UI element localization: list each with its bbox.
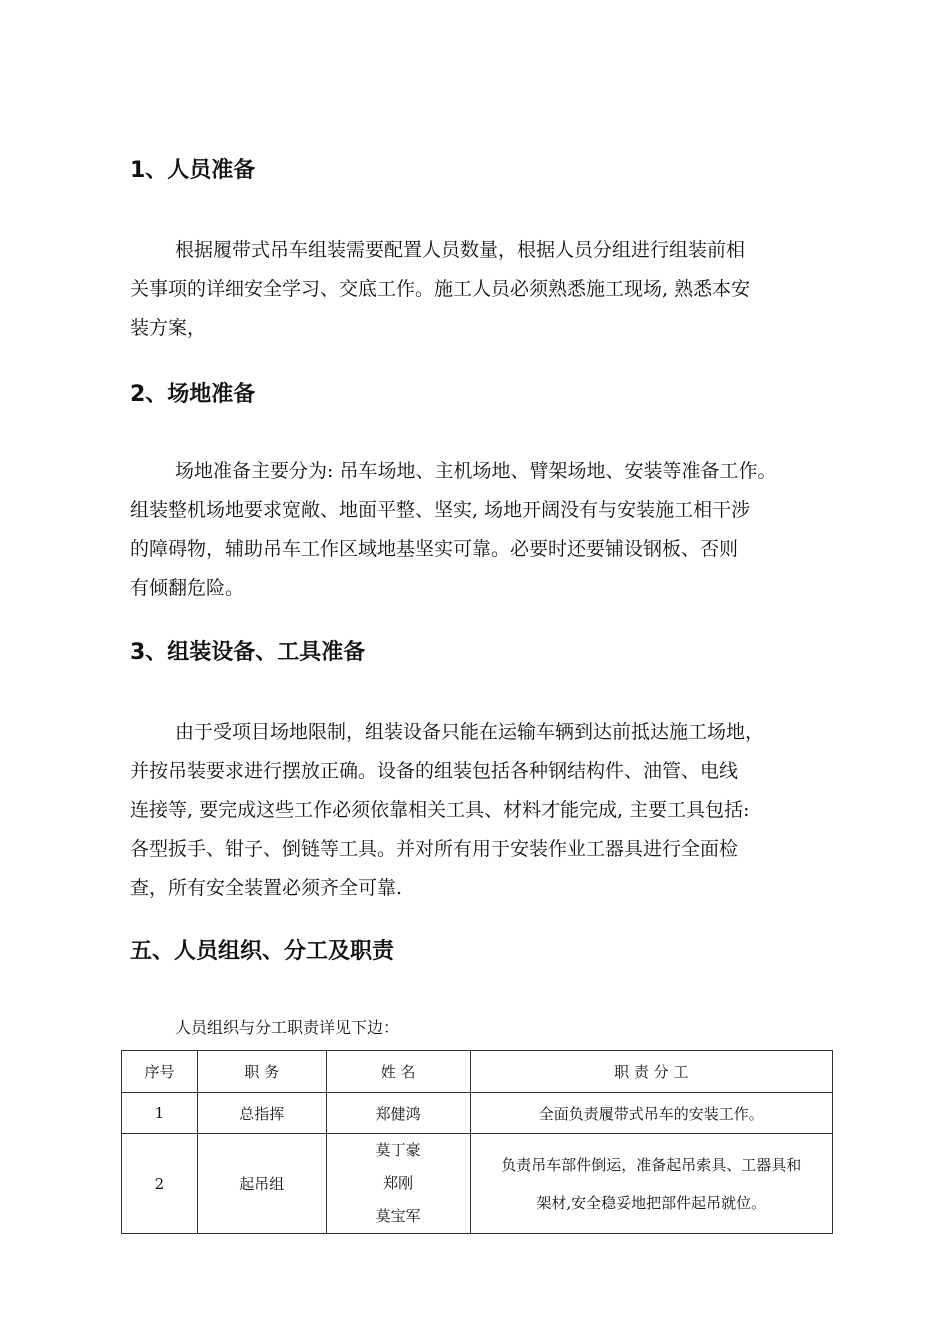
section-2-paragraph [130,452,870,608]
cell-role: 起吊组 [197,1134,326,1234]
duty-line: 全面负责履带式吊车的安装工作。 [538,1104,764,1123]
paragraph-line: 各型扳手、钳子、倒链等工具。并对所有用于安装作业工器具进行全面检 [130,838,739,860]
duty-line: 负责吊车部件倒运，准备起吊索具、工器具和 [501,1155,802,1174]
section-3-paragraph [130,713,870,908]
column-header: 序号 [122,1051,198,1093]
paragraph-line: 有倾翻危险。 [130,577,245,599]
paragraph-line: 场地准备主要分为: 吊车场地、主机场地、臂架场地、安装等准备工作。 [175,460,777,482]
section-3-heading: 3、组装设备、工具准备 [130,640,366,665]
table-header-row [122,1051,833,1093]
person-name: 莫宝军 [375,1207,421,1225]
section-5-heading: 五、人员组织、分工及职责 [130,939,395,964]
table-intro: 人员组织与分工职责详见下边： [175,1018,400,1037]
duty-line: 架材,安全稳妥地把部件起吊就位。 [536,1193,767,1212]
person-name: 郑健鸿 [375,1104,421,1123]
column-header: 姓 名 [326,1051,470,1093]
section-1-paragraph [130,231,870,348]
cell-duty [470,1093,832,1134]
table-row [122,1093,833,1134]
paragraph-line: 查，所有安全装置必须齐全可靠. [130,877,403,899]
cell-names [326,1134,470,1234]
cell-role: 总指挥 [197,1093,326,1134]
paragraph-line: 关事项的详细安全学习、交底工作。施工人员必须熟悉施工现场, 熟悉本安 [130,278,751,300]
cell-number: 1 [122,1093,198,1134]
person-name: 郑刚 [383,1174,414,1192]
section-1-heading: 1、人员准备 [130,158,256,183]
paragraph-line: 并按吊装要求进行摆放正确。设备的组装包括各种钢结构件、油管、电线 [130,760,739,782]
paragraph-line: 的障碍物，辅助吊车工作区域地基坚实可靠。必要时还要铺设钢板、否则 [130,538,739,560]
person-name: 莫丁豪 [375,1141,421,1159]
column-header: 职 务 [197,1051,326,1093]
cell-number: 2 [122,1134,198,1234]
cell-duty [470,1134,832,1234]
column-header: 职 责 分 工 [470,1051,832,1093]
paragraph-line: 根据履带式吊车组装需要配置人员数量，根据人员分组进行组装前相 [175,239,746,261]
paragraph-line: 由于受项目场地限制，组装设备只能在运输车辆到达前抵达施工场地， [175,721,765,743]
cell-names [326,1093,470,1134]
paragraph-line: 连接等, 要完成这些工作必须依靠相关工具、材料才能完成, 主要工具包括: [130,799,750,821]
paragraph-line: 装方案， [130,317,207,339]
section-2-heading: 2、场地准备 [130,382,256,407]
table-row [122,1134,833,1234]
paragraph-line: 组装整机场地要求宽敞、地面平整、坚实, 场地开阔没有与安装施工相干涉 [130,499,751,521]
duty-table [121,1050,833,1234]
